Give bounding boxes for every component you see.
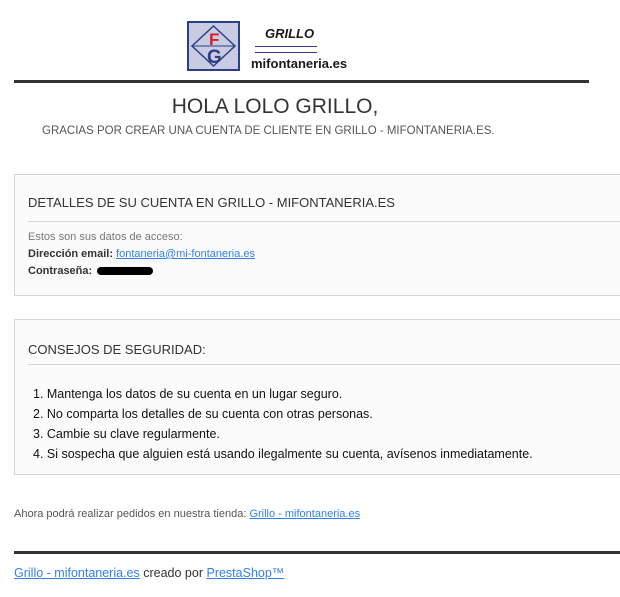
header-divider <box>14 80 589 83</box>
shop-link[interactable]: Grillo - mifontaneria.es <box>249 508 361 520</box>
list-item: 4. Si sospecha que alguien está usando ilegalmente su cuenta, avísenos inmediatamente. <box>33 447 533 461</box>
security-tips-title: CONSEJOS DE SEGURIDAD: <box>28 342 206 357</box>
account-details-title: DETALLES DE SU CUENTA EN GRILLO - MIFONTANERIA.ES <box>28 195 395 210</box>
greeting-heading: HOLA LOLO GRILLO, <box>171 95 379 118</box>
prestashop-link[interactable]: PrestaShop™ <box>206 566 285 580</box>
order-text: Ahora podrá realizar pedidos en nuestra tienda: <box>14 508 247 520</box>
password-label: Contraseña: <box>28 265 93 277</box>
password-row <box>28 265 153 277</box>
logo-divider <box>255 46 317 53</box>
security-tips-panel <box>14 319 620 475</box>
logo-monogram-icon <box>187 21 240 71</box>
order-message <box>14 508 360 520</box>
list-item: 1. Mantenga los datos de su cuenta en un lugar seguro. <box>33 387 343 401</box>
panel-divider <box>28 364 620 365</box>
footer-divider <box>14 551 620 554</box>
logo-domain: mifontaneria.es <box>251 56 348 71</box>
footer-created-by: creado por <box>143 566 203 580</box>
svg-text:F: F <box>209 30 220 49</box>
list-item: 3. Cambie su clave regularmente. <box>33 427 220 441</box>
email-link[interactable]: fontaneria@mi-fontaneria.es <box>116 248 256 260</box>
panel-divider <box>28 221 620 222</box>
email-row <box>28 248 255 260</box>
email-label: Dirección email: <box>28 248 113 260</box>
greeting-subtitle: GRACIAS POR CREAR UNA CUENTA DE CLIENTE EN GRILLO - MIFONTANERIA.ES. <box>42 125 495 137</box>
shop-logo[interactable] <box>187 19 357 75</box>
list-item: 2. No comparta los detalles de su cuenta con otras personas. <box>33 407 373 421</box>
security-tips-list <box>33 384 533 464</box>
account-details-panel <box>14 174 620 296</box>
account-intro-text: Estos son sus datos de acceso: <box>28 231 183 243</box>
logo-name: GRILLO <box>265 26 315 41</box>
footer <box>14 566 284 580</box>
footer-shop-link[interactable]: Grillo - mifontaneria.es <box>14 566 140 580</box>
password-redaction <box>97 267 153 275</box>
svg-text:G: G <box>207 47 222 68</box>
